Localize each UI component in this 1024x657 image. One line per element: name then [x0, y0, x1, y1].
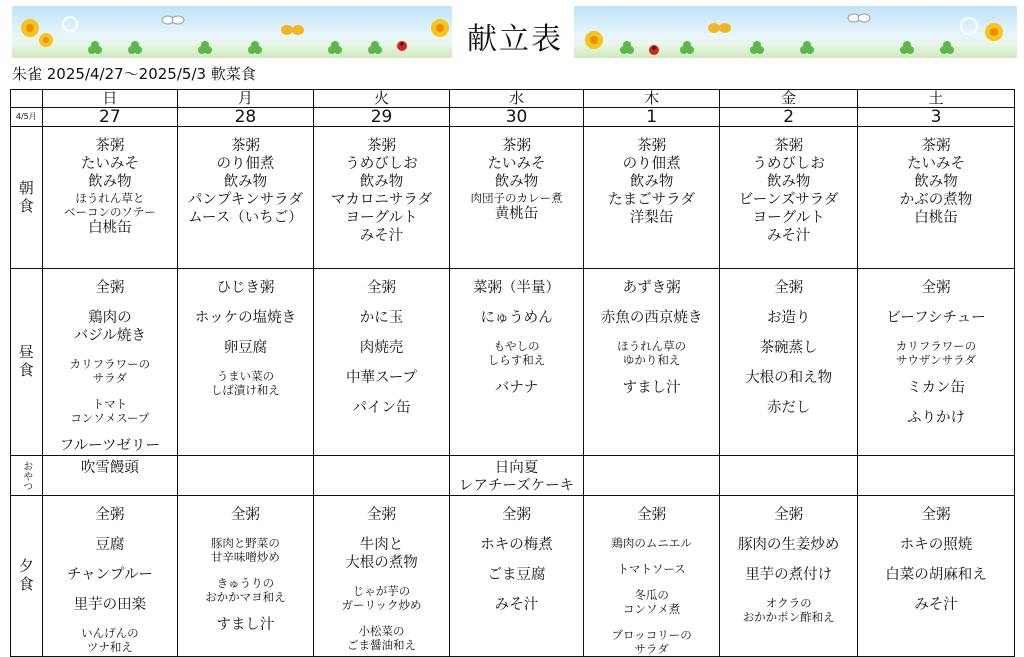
menu-item: 豚肉の生姜炒め: [737, 537, 840, 553]
menu-item: コンソメ煮: [622, 602, 681, 616]
breakfast-row: [11, 127, 1015, 269]
menu-item: パンプキンサラダ: [187, 192, 303, 208]
menu-item: 茶粥: [921, 138, 951, 154]
menu-item: カリフラワーの: [69, 357, 151, 371]
menu-item: 豆腐: [95, 537, 125, 553]
menu-item: 白桃缶: [88, 220, 132, 236]
menu-item: 肉団子のカレー煮: [470, 191, 563, 205]
menu-item: 豚肉と野菜の: [210, 536, 280, 550]
menu-item: 卵豆腐: [223, 340, 268, 356]
day-name-row: [11, 90, 1015, 108]
menu-items: [314, 127, 450, 245]
menu-cell-dinner: [178, 496, 314, 657]
dandelion-icon: [431, 19, 449, 37]
menu-cell-snack: [857, 456, 1014, 496]
header-banner-right: [574, 6, 1017, 58]
menu-item: ホキの照焼: [899, 537, 973, 553]
menu-items: [450, 127, 583, 223]
menu-cell-dinner: [857, 496, 1014, 657]
menu-item: ゆかり和え: [622, 353, 681, 367]
menu-item: 飲み物: [88, 174, 132, 190]
menu-item: 全粥: [95, 507, 125, 523]
menu-items: [43, 496, 178, 654]
day-name: 水: [450, 90, 584, 108]
menu-item: ガーリック炒め: [341, 598, 422, 612]
day-date: 3: [857, 108, 1014, 127]
menu-item: ベーコンのソテー: [63, 205, 156, 219]
menu-items: [858, 456, 1014, 459]
menu-item: いんげんの: [81, 626, 139, 640]
menu-item: 茶粥: [502, 138, 532, 154]
menu-item: きゅうりの: [216, 576, 275, 590]
menu-item: フルーツゼリー: [59, 438, 161, 454]
menu-cell-lunch: [313, 269, 450, 456]
corner-cell: [11, 90, 43, 108]
menu-item: みそ汁: [359, 228, 404, 244]
day-date: 28: [178, 108, 314, 127]
day-name: 月: [178, 90, 314, 108]
menu-cell-snack: [450, 456, 584, 496]
menu-item: おかかポン酢和え: [742, 610, 835, 624]
menu-items: [584, 127, 720, 227]
menu-cell-snack: [178, 456, 314, 496]
menu-item: みそ汁: [766, 228, 811, 244]
menu-item: 菜粥（半量）: [473, 280, 561, 296]
menu-items: [450, 269, 583, 397]
menu-cell-snack: [720, 456, 858, 496]
menu-items: [178, 127, 313, 227]
menu-item: もやしの: [493, 339, 540, 353]
menu-item: たまごサラダ: [608, 192, 696, 208]
menu-item: マカロニサラダ: [330, 192, 433, 208]
menu-items: [858, 269, 1014, 427]
menu-item: ホッケの塩焼き: [194, 310, 297, 326]
menu-item: たいみそ: [80, 156, 139, 172]
menu-items: [314, 269, 450, 417]
day-date: 2: [720, 108, 858, 127]
menu-item: 冬瓜の: [634, 588, 669, 602]
menu-items: [178, 456, 313, 459]
menu-items: [584, 456, 720, 459]
menu-items: [314, 496, 450, 652]
menu-item: ほうれん草と: [75, 191, 145, 205]
menu-items: [43, 127, 178, 237]
menu-item: 日向夏: [494, 460, 539, 476]
menu-item: 飲み物: [914, 174, 958, 190]
dandelion-seed-icon: [63, 17, 77, 31]
menu-cell-breakfast: [42, 127, 178, 269]
menu-cell-dinner: [720, 496, 858, 657]
menu-item: すまし汁: [216, 617, 275, 633]
menu-item: ミカン缶: [906, 380, 965, 396]
menu-item: 白桃缶: [914, 210, 958, 226]
dandelion-icon: [39, 33, 53, 47]
menu-item: ヨーグルト: [345, 210, 418, 226]
menu-items: [43, 456, 178, 477]
day-date: 29: [313, 108, 450, 127]
menu-item: 全粥: [230, 507, 260, 523]
menu-cell-lunch: [720, 269, 858, 456]
menu-item: 全粥: [921, 507, 951, 523]
menu-items: [720, 456, 857, 459]
menu-items: [584, 269, 720, 397]
menu-cell-lunch: [583, 269, 720, 456]
menu-item: パイン缶: [352, 400, 411, 416]
menu-item: 全粥: [367, 280, 396, 296]
lunch-row: [11, 269, 1015, 456]
menu-item: 茶碗蒸し: [759, 340, 818, 356]
menu-item: レアチーズケーキ: [458, 478, 575, 494]
menu-item: しらす和え: [487, 353, 546, 367]
spring-flowers-illustration: [12, 6, 452, 58]
dandelion-seed-icon: [961, 18, 977, 34]
menu-items: [314, 456, 450, 459]
menu-item: みそ汁: [914, 597, 958, 613]
menu-items: [178, 269, 313, 397]
ladybug-icon: [649, 45, 659, 55]
menu-cell-lunch: [42, 269, 178, 456]
menu-item: オクラの: [765, 596, 812, 610]
menu-item: ブロッコリーの: [611, 628, 692, 642]
menu-item: ヨーグルト: [752, 210, 825, 226]
day-date: 1: [583, 108, 720, 127]
menu-items: [43, 269, 178, 455]
menu-items: [858, 127, 1014, 227]
menu-item: 飲み物: [359, 174, 404, 190]
menu-item: 全粥: [367, 507, 396, 523]
day-name: 日: [42, 90, 178, 108]
menu-item: カリフラワーの: [895, 339, 977, 353]
menu-item: ツナ和え: [86, 640, 133, 654]
month-label: 4/5月: [11, 108, 43, 127]
menu-item: バナナ: [494, 380, 539, 396]
menu-item: 飲み物: [766, 174, 811, 190]
menu-items: [450, 456, 583, 495]
menu-item: 大根の煮物: [345, 555, 418, 571]
menu-cell-snack: [42, 456, 178, 496]
menu-table: [10, 89, 1015, 657]
menu-item: 茶粥: [367, 138, 396, 154]
menu-cell-breakfast: [450, 127, 584, 269]
meal-label-snack: おやつ: [11, 456, 43, 496]
menu-item: 全粥: [921, 280, 951, 296]
butterfly-icon: [708, 23, 731, 33]
menu-item: 茶粥: [637, 138, 667, 154]
menu-item: ごま醤油和え: [347, 638, 416, 652]
menu-item: ふりかけ: [906, 410, 965, 426]
menu-item: うめびしお: [752, 156, 825, 172]
menu-item: お造り: [766, 310, 811, 326]
menu-cell-breakfast: [857, 127, 1014, 269]
menu-cell-snack: [583, 456, 720, 496]
menu-item: 全粥: [774, 507, 804, 523]
menu-item: ひじき粥: [216, 280, 275, 296]
menu-item: 飲み物: [629, 174, 674, 190]
menu-item: あずき粥: [622, 280, 681, 296]
menu-cell-lunch: [857, 269, 1014, 456]
day-name: 木: [583, 90, 720, 108]
menu-item: ホキの梅煮: [480, 537, 553, 553]
dandelion-icon: [585, 31, 603, 49]
menu-item: 鶏肉の: [88, 310, 132, 326]
menu-subtitle: 朱雀 2025/4/27〜2025/5/3 軟菜食: [12, 65, 256, 83]
day-date: 27: [42, 108, 178, 127]
menu-item: たいみそ: [906, 156, 965, 172]
menu-items: [858, 496, 1014, 614]
header-banner-left: [12, 6, 452, 58]
menu-item: ビーンズサラダ: [738, 192, 839, 208]
clover-icon: [88, 41, 382, 54]
menu-item: 全粥: [502, 507, 532, 523]
day-name: 土: [857, 90, 1014, 108]
menu-cell-breakfast: [583, 127, 720, 269]
menu-cell-lunch: [178, 269, 314, 456]
menu-item: 全粥: [637, 507, 667, 523]
clover-icon: [620, 41, 954, 54]
butterfly-icon: [281, 25, 304, 35]
dinner-row: [11, 496, 1015, 657]
menu-item: 黄桃缶: [494, 206, 539, 222]
menu-cell-dinner: [313, 496, 450, 657]
menu-item: かに玉: [359, 310, 404, 326]
menu-item: かぶの煮物: [899, 192, 973, 208]
menu-cell-dinner: [450, 496, 584, 657]
day-name: 火: [313, 90, 450, 108]
menu-cell-dinner: [583, 496, 720, 657]
page-title: 献立表: [467, 22, 563, 57]
spring-flowers-illustration: [574, 6, 1017, 58]
menu-item: 洋梨缶: [629, 210, 674, 226]
menu-item: サウザンサラダ: [895, 353, 977, 367]
menu-item: にゅうめん: [480, 310, 553, 326]
butterfly-icon: [848, 14, 870, 22]
day-date: 30: [450, 108, 584, 127]
menu-cell-breakfast: [720, 127, 858, 269]
meal-label-lunch: 昼食: [11, 269, 43, 456]
menu-item: うめびしお: [345, 156, 418, 172]
menu-item: 全粥: [774, 280, 804, 296]
menu-item: 赤魚の西京焼き: [600, 310, 703, 326]
dandelion-icon: [985, 23, 1003, 41]
menu-item: ごま豆腐: [487, 567, 546, 583]
menu-item: 茶粥: [230, 138, 260, 154]
menu-item: 全粥: [95, 280, 125, 296]
menu-items: [450, 496, 583, 614]
menu-item: 赤だし: [766, 400, 811, 416]
menu-item: うまい菜の: [216, 369, 275, 383]
menu-item: トマトソース: [617, 562, 686, 576]
menu-item: のり佃煮: [216, 156, 275, 172]
menu-item: 鶏肉のムニエル: [611, 536, 692, 550]
meal-label-dinner: 夕食: [11, 496, 43, 657]
day-name: 金: [720, 90, 858, 108]
menu-item: ムース（いちご）: [188, 210, 303, 226]
menu-item: チャンプルー: [66, 567, 153, 583]
ladybug-icon: [397, 41, 407, 51]
menu-item: のり佃煮: [622, 156, 681, 172]
menu-item: 甘辛味噌炒め: [210, 550, 280, 564]
menu-item: たいみそ: [487, 156, 546, 172]
menu-item: ほうれん草の: [617, 339, 687, 353]
menu-item: みそ汁: [494, 597, 539, 613]
menu-items: [720, 269, 857, 417]
menu-item: 小松菜の: [358, 624, 405, 638]
menu-item: しば漬け和え: [210, 383, 280, 397]
menu-cell-lunch: [450, 269, 584, 456]
date-row: [11, 108, 1015, 127]
menu-item: 飲み物: [494, 174, 539, 190]
menu-item: 中華スープ: [345, 370, 418, 386]
menu-item: すまし汁: [622, 380, 681, 396]
menu-item: コンソメスープ: [70, 411, 150, 425]
menu-items: [584, 496, 720, 656]
menu-item: 牛肉と: [359, 537, 404, 553]
meal-label-breakfast: 朝食: [11, 127, 43, 269]
menu-item: 里芋の田楽: [73, 597, 147, 613]
menu-item: おかかマヨ和え: [205, 590, 286, 604]
menu-item: 里芋の煮付け: [745, 567, 833, 583]
menu-cell-breakfast: [313, 127, 450, 269]
snack-row: [11, 456, 1015, 496]
butterfly-icon: [162, 16, 184, 24]
menu-item: じゃが芋の: [352, 584, 411, 598]
menu-item: 茶粥: [774, 138, 804, 154]
menu-cell-breakfast: [178, 127, 314, 269]
menu-cell-dinner: [42, 496, 178, 657]
menu-item: サラダ: [634, 642, 669, 656]
menu-items: [720, 127, 857, 245]
menu-item: サラダ: [92, 371, 128, 385]
menu-item: 吹雪饅頭: [80, 460, 139, 476]
menu-item: 飲み物: [223, 174, 268, 190]
menu-cell-snack: [313, 456, 450, 496]
menu-item: 白菜の胡麻和え: [885, 567, 987, 583]
menu-item: 肉焼売: [359, 340, 404, 356]
menu-items: [178, 496, 313, 634]
menu-item: 茶粥: [95, 138, 125, 154]
menu-item: ビーフシチュー: [886, 310, 986, 326]
menu-item: トマト: [92, 397, 128, 411]
menu-item: 大根の和え物: [745, 370, 833, 386]
menu-item: バジル焼き: [73, 328, 146, 344]
dandelion-icon: [21, 19, 39, 37]
menu-items: [720, 496, 857, 624]
